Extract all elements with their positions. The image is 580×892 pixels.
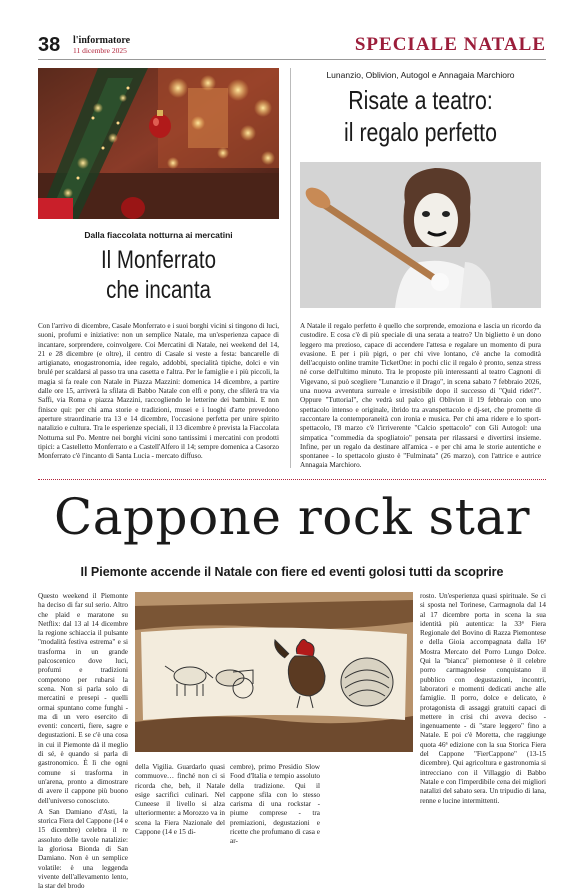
- article-left-title-line2: che incanta: [106, 276, 211, 304]
- feature-title: Cappone rock star: [53, 488, 531, 546]
- article-left-kicker: Dalla fiaccolata notturna ai mercatini: [84, 230, 233, 240]
- column-divider: [290, 68, 291, 468]
- feature-col4: rosto. Un'esperienza quasi spirituale. Se ci si sposta nel Torinese, Carmagnola dal 14 al 17 dicembre porta in scena la sua identità più autentica: la 33ª Fiera Regionale del Bovino di Razza Piemontese e della Gioia accompagnata dalla 16ª Mostra Mercato del Porro Lungo Dolce. Qui la "bianca" piemontese è il celebre porro carmagnolese conquistano il pubblico con degustazioni, incontri, laboratori e momenti dedicati anche alle famiglie. Il porro, dolce e delicato, è protagonista di assaggi gratuiti capaci di mettere in crisi chi aveva deciso - ingenuamente - di "stare leggero" fino a Natale. E poi c'è Moretta, che raggiunge quota 46ª edizione con la sua Storica Fiera del Cappone "FierCappone" (13-15 dicembre). Qui agricoltura e gastronomia si intrecciano con il Villaggio di Babbo Natale e con l'imperdibile cena dei migliori natalizi del sabato sera. Un tripudio di lana, renne e lucine intermittenti.: [420, 592, 546, 805]
- section-separator: [38, 479, 546, 480]
- article-right-title-line1: Risate a teatro:: [348, 85, 493, 115]
- feature-subtitle: Il Piemonte accende il Natale con fiere ed eventi golosi tutti da scoprire: [80, 565, 504, 579]
- article-right-title: [300, 84, 541, 148]
- farm-illustration: [135, 592, 413, 752]
- feature-col2: della Vigilia. Guardarlo quasi commuove… finché non ci si ricorda che, beh, il Natale esige sacrifici culinari. Nel Cuneese il livello si alza ulteriormente: a Morozzo va in scena la Fiera Nazionale del Cappone (14 e 15 di-: [135, 763, 225, 837]
- article-right-kicker: Lunanzio, Oblivion, Autogol e Annagaia Marchioro: [326, 70, 515, 80]
- issue-date: 11 dicembre 2025: [73, 46, 127, 55]
- article-left-title-line1: Il Monferrato: [100, 246, 217, 274]
- christmas-market-photo: [38, 68, 279, 219]
- masthead: [38, 34, 546, 60]
- article-right-title-line2: il regalo perfetto: [344, 117, 497, 147]
- feature-col1b-text: A San Damiano d'Asti, la storica Fiera del Cappone (14 e 15 dicembre) celebra il re assoluto delle tavole natalizie: la gloriosa Bionda di San Damiano. Non è un semplice volatile: è una leggenda vivente dell'allevamento lento, la star del brodo: [38, 807, 129, 891]
- feature-col3: cembre), primo Presidio Slow Food d'Italia e tempio assoluto della tradizione. Qui il cappone sfila con lo stesso carisma di una rockstar - piume comprese - tra premiazioni, degustazioni e ricette che profumano di casa e ar-: [230, 763, 320, 846]
- header-rule: [38, 59, 546, 60]
- page-number: 38: [38, 34, 61, 56]
- feature-col1-text: Questo weekend il Piemonte ha deciso di far sul serio. Altro che plaid e maratone su Netflix: dal 13 al 14 dicembre la regione schiaccia il pulsante "modalità festiva estrema" e si trasforma in un grande palcoscenico dove luci, profumi e tradizioni competono per rubarsi la scena. Non si parla solo di mercatini e presepi - quelli ormai spuntano come funghi - ma di un vero esercito di eventi: concerti, fiere, sagre e degustazioni. E se c'è una cosa in cui il Piemonte dà il meglio di sé, è quando si parla di gastronomico. È lì che ogni comune si trasforma in un'arena, pronto a dimostrare di avere il cappone più buono dell'universo conosciuto.: [38, 592, 128, 805]
- clown-performer-photo: [300, 162, 541, 308]
- feature-col1: [38, 592, 128, 892]
- article-left-title: [38, 245, 279, 305]
- article-right-body: A Natale il regalo perfetto è quello che sorprende, emoziona e lascia un ricordo da custodire. E cosa c'è di più speciale di una serata a teatro? Un biglietto è un dono leggero ma prezioso, capace di accendere l'attesa e regalare un momento di pura evasione. E per i più pigri, o per chi vive lontano, c'è anche la comodità dell'acquisto online tramite TicketOne: in pochi clic il regalo è pronto, senza stress né corse dell'ultimo minuto. Tra le proposte più interessanti al teatro Cagnoni di Vigevano, si può scegliere "Lunanzio e il Drago", in scena sabato 7 febbraio 2026, una nuova avventura surreale e irresistibile dopo il successo di "Quid ridet?". Oppure "Tuttorial", che vedrà sul palco gli Oblivion il 19 febbraio con uno spettacolo intenso e originale, ibrido tra avanspettacolo e dj-set, che promette di raccontare la contemporaneità con ironia e musica. Per chi ama ridere e lo sport-spettacolo, l'8 marzo c'è l'irriverente "Calcio spettacolo" con Gli Autogol: una simpatica "commedia da spogliatoio" pensata per rilassarsi e divertirsi insieme. Infine, per un regalo da destinare all'amica - e per chi ama le storie autentiche e spontanee - lo spettacolo giusto è "Fulminata" (26 marzo), con l'attrice e autrice Annagaia Marchioro.: [300, 322, 541, 470]
- brand-name: l'informatore: [73, 35, 131, 46]
- section-title: SPECIALE NATALE: [354, 34, 546, 55]
- article-left-body: Con l'arrivo di dicembre, Casale Monferrato e i suoi borghi vicini si tingono di luci, suoni, profumi e iniziative: non un semplice Natale, ma un'esperienza capace di incantare, sorprendere, coinvolgere. Coi Mercatini di Natale, nei weekend del 14, 21 e 28 dicembre (e oltre), il centro di Casale si veste a festa: bancarelle di artigianato, enogastronomia, idee regalo, addobbi, specialità tipiche, dolci e vin brulé per scaldarsi al passo tra una casetta e l'altra. Per le famiglie e i più piccoli, la magia si fa reale con Natale in Piazza Mazzini: domenica 14 dicembre, a partire dalle ore 15, arriverà la sfilata di Babbo Natale con elfi e pony, che sfilerà tra via Saffi, via Roma e piazza Mazzini, raccogliendo le letterine dei bambini. E non finisce qui: per chi ama storie e tradizioni, musei e i luoghi d'arte prevedono aperture straordinarie tra 13 e 14 dicembre, l'occasione perfetta per unire spirito natalizio e cultura. Tra le esperienze speciali, il 13 dicembre è prevista la Fiaccolata Notturna sul Po. Mentre nei borghi vicini sono tantissimi i mercatini con prodotti tipici: a Castelletto Monferrato e a Castell'Alfero il 14; sempre domenica a Casorzo Monferrato c'è l'incanto di Santa Lucia - mercato diffuso.: [38, 322, 279, 461]
